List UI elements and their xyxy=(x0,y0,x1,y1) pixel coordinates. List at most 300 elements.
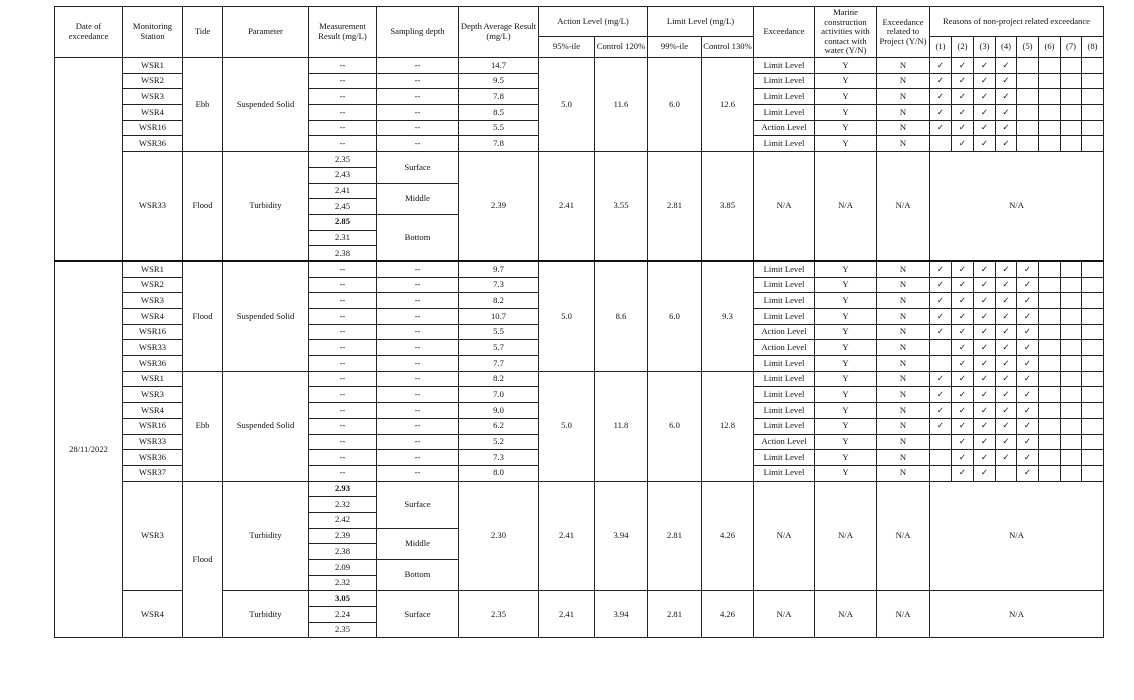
action-95-cell: 5.0 xyxy=(539,58,595,152)
action-control-cell: 11.6 xyxy=(595,58,648,152)
depth-average-cell: 10.7 xyxy=(459,309,539,325)
sampling-depth-cell: Surface xyxy=(377,152,459,183)
reasons-cell: N/A xyxy=(930,591,1104,638)
limit-control-cell: 12.8 xyxy=(702,371,754,481)
reason-8-cell xyxy=(1082,450,1104,466)
sampling-depth-cell: -- xyxy=(377,418,459,434)
reason-1-cell: ✓ xyxy=(930,387,952,403)
reason-1-cell xyxy=(930,450,952,466)
reason-8-cell xyxy=(1082,324,1104,340)
header-tide: Tide xyxy=(183,7,223,58)
related-to-project-cell: N/A xyxy=(877,152,930,262)
sampling-depth-cell: -- xyxy=(377,120,459,136)
reason-1-cell: ✓ xyxy=(930,309,952,325)
related-to-project-cell: N/A xyxy=(877,591,930,638)
reason-7-cell xyxy=(1061,356,1082,372)
marine-activity-cell: Y xyxy=(815,136,877,152)
reason-8-cell xyxy=(1082,309,1104,325)
action-control-cell: 3.94 xyxy=(595,481,648,591)
depth-average-cell: 5.2 xyxy=(459,434,539,450)
depth-average-cell: 8.0 xyxy=(459,465,539,481)
marine-activity-cell: Y xyxy=(815,465,877,481)
limit-control-cell: 3.85 xyxy=(702,152,754,262)
reason-5-cell: ✓ xyxy=(1017,387,1039,403)
sampling-depth-cell: -- xyxy=(377,434,459,450)
reason-3-cell: ✓ xyxy=(974,371,996,387)
header-reason-7: (7) xyxy=(1061,37,1082,58)
reason-5-cell xyxy=(1017,89,1039,105)
sampling-depth-cell: -- xyxy=(377,309,459,325)
station-cell: WSR33 xyxy=(123,152,183,262)
header-reason-4: (4) xyxy=(996,37,1017,58)
station-cell: WSR3 xyxy=(123,481,183,591)
reason-3-cell: ✓ xyxy=(974,58,996,74)
table-row xyxy=(55,152,1104,168)
exceedance-cell: Limit Level xyxy=(754,450,815,466)
related-to-project-cell: N xyxy=(877,136,930,152)
measurement-cell: -- xyxy=(309,434,377,450)
reason-8-cell xyxy=(1082,418,1104,434)
station-cell: WSR2 xyxy=(123,73,183,89)
reason-3-cell: ✓ xyxy=(974,277,996,293)
station-cell: WSR3 xyxy=(123,387,183,403)
depth-average-cell: 9.0 xyxy=(459,403,539,419)
limit-99-cell: 2.81 xyxy=(648,152,702,262)
exceedance-cell: Limit Level xyxy=(754,261,815,277)
related-to-project-cell: N xyxy=(877,356,930,372)
measurement-cell: 2.32 xyxy=(309,497,377,513)
measurement-cell: 3.05 xyxy=(309,591,377,607)
reason-7-cell xyxy=(1061,136,1082,152)
marine-activity-cell: Y xyxy=(815,309,877,325)
marine-activity-cell: Y xyxy=(815,450,877,466)
exceedance-cell: Action Level xyxy=(754,434,815,450)
reason-4-cell: ✓ xyxy=(996,356,1017,372)
depth-average-cell: 14.7 xyxy=(459,58,539,74)
sampling-depth-cell: -- xyxy=(377,293,459,309)
reason-5-cell: ✓ xyxy=(1017,450,1039,466)
limit-control-cell: 4.26 xyxy=(702,481,754,591)
reason-7-cell xyxy=(1061,105,1082,121)
exceedance-cell: Limit Level xyxy=(754,58,815,74)
reason-2-cell: ✓ xyxy=(952,309,974,325)
reason-6-cell xyxy=(1039,58,1061,74)
reason-7-cell xyxy=(1061,418,1082,434)
reason-6-cell xyxy=(1039,120,1061,136)
measurement-cell: 2.32 xyxy=(309,575,377,591)
reason-1-cell: ✓ xyxy=(930,418,952,434)
header-measurement: Measurement Result (mg/L) xyxy=(309,7,377,58)
station-cell: WSR1 xyxy=(123,58,183,74)
measurement-cell: -- xyxy=(309,309,377,325)
depth-average-cell: 5.5 xyxy=(459,324,539,340)
reason-2-cell: ✓ xyxy=(952,403,974,419)
reason-8-cell xyxy=(1082,387,1104,403)
reason-7-cell xyxy=(1061,403,1082,419)
reason-6-cell xyxy=(1039,340,1061,356)
measurement-cell: -- xyxy=(309,105,377,121)
reason-8-cell xyxy=(1082,434,1104,450)
depth-average-cell: 2.35 xyxy=(459,591,539,638)
marine-activity-cell: Y xyxy=(815,387,877,403)
measurement-cell: 2.93 xyxy=(309,481,377,497)
station-cell: WSR16 xyxy=(123,324,183,340)
station-cell: WSR4 xyxy=(123,105,183,121)
exceedance-cell: Limit Level xyxy=(754,418,815,434)
depth-average-cell: 9.5 xyxy=(459,73,539,89)
reason-4-cell: ✓ xyxy=(996,105,1017,121)
station-cell: WSR36 xyxy=(123,356,183,372)
reason-6-cell xyxy=(1039,105,1061,121)
measurement-cell: 2.38 xyxy=(309,544,377,560)
reason-3-cell: ✓ xyxy=(974,309,996,325)
action-control-cell: 11.8 xyxy=(595,371,648,481)
exceedance-cell: N/A xyxy=(754,591,815,638)
reason-2-cell: ✓ xyxy=(952,340,974,356)
marine-activity-cell: Y xyxy=(815,89,877,105)
sampling-depth-cell: -- xyxy=(377,403,459,419)
reason-8-cell xyxy=(1082,356,1104,372)
depth-average-cell: 2.39 xyxy=(459,152,539,262)
station-cell: WSR36 xyxy=(123,450,183,466)
action-control-cell: 3.55 xyxy=(595,152,648,262)
measurement-cell: 2.39 xyxy=(309,528,377,544)
date-cell xyxy=(55,58,123,262)
sampling-depth-cell: -- xyxy=(377,387,459,403)
marine-activity-cell: Y xyxy=(815,73,877,89)
exceedance-cell: Limit Level xyxy=(754,89,815,105)
measurement-cell: -- xyxy=(309,261,377,277)
reason-8-cell xyxy=(1082,120,1104,136)
related-to-project-cell: N xyxy=(877,450,930,466)
marine-activity-cell: Y xyxy=(815,403,877,419)
reason-8-cell xyxy=(1082,277,1104,293)
sampling-depth-cell: -- xyxy=(377,356,459,372)
measurement-cell: -- xyxy=(309,387,377,403)
marine-activity-cell: N/A xyxy=(815,152,877,262)
header-related-to-project: Exceedance related to Project (Y/N) xyxy=(877,7,930,58)
reason-1-cell xyxy=(930,356,952,372)
reason-7-cell xyxy=(1061,293,1082,309)
reason-7-cell xyxy=(1061,465,1082,481)
reason-6-cell xyxy=(1039,356,1061,372)
reason-7-cell xyxy=(1061,371,1082,387)
reason-4-cell: ✓ xyxy=(996,418,1017,434)
reason-3-cell: ✓ xyxy=(974,387,996,403)
reasons-cell: N/A xyxy=(930,481,1104,591)
reason-7-cell xyxy=(1061,450,1082,466)
exceedance-cell: Limit Level xyxy=(754,403,815,419)
depth-average-cell: 2.30 xyxy=(459,481,539,591)
header-reasons: Reasons of non-project related exceedance xyxy=(930,7,1104,37)
action-control-cell: 3.94 xyxy=(595,591,648,638)
tide-cell: Flood xyxy=(183,261,223,371)
reason-2-cell: ✓ xyxy=(952,465,974,481)
station-cell: WSR3 xyxy=(123,89,183,105)
exceedance-cell: Action Level xyxy=(754,120,815,136)
reason-4-cell: ✓ xyxy=(996,277,1017,293)
reason-1-cell xyxy=(930,340,952,356)
marine-activity-cell: Y xyxy=(815,371,877,387)
sampling-depth-cell: -- xyxy=(377,324,459,340)
tide-cell: Flood xyxy=(183,152,223,262)
reason-7-cell xyxy=(1061,89,1082,105)
reason-1-cell: ✓ xyxy=(930,105,952,121)
table-row xyxy=(55,371,1104,387)
exceedance-cell: Limit Level xyxy=(754,356,815,372)
reason-2-cell: ✓ xyxy=(952,418,974,434)
reason-1-cell xyxy=(930,434,952,450)
related-to-project-cell: N xyxy=(877,387,930,403)
reason-1-cell: ✓ xyxy=(930,261,952,277)
measurement-cell: -- xyxy=(309,324,377,340)
reason-7-cell xyxy=(1061,58,1082,74)
reason-8-cell xyxy=(1082,465,1104,481)
reason-8-cell xyxy=(1082,403,1104,419)
reason-4-cell: ✓ xyxy=(996,450,1017,466)
marine-activity-cell: Y xyxy=(815,434,877,450)
header-date: Date of exceedance xyxy=(55,7,123,58)
reason-2-cell: ✓ xyxy=(952,136,974,152)
reason-6-cell xyxy=(1039,324,1061,340)
reason-7-cell xyxy=(1061,277,1082,293)
reason-7-cell xyxy=(1061,309,1082,325)
related-to-project-cell: N xyxy=(877,293,930,309)
limit-control-cell: 12.6 xyxy=(702,58,754,152)
reason-6-cell xyxy=(1039,465,1061,481)
reason-1-cell: ✓ xyxy=(930,73,952,89)
header-sampling-depth: Sampling depth xyxy=(377,7,459,58)
related-to-project-cell: N xyxy=(877,340,930,356)
table-body xyxy=(55,58,1104,638)
reason-4-cell: ✓ xyxy=(996,340,1017,356)
reason-8-cell xyxy=(1082,371,1104,387)
reason-2-cell: ✓ xyxy=(952,434,974,450)
reason-1-cell: ✓ xyxy=(930,58,952,74)
station-cell: WSR16 xyxy=(123,120,183,136)
reason-6-cell xyxy=(1039,450,1061,466)
marine-activity-cell: Y xyxy=(815,293,877,309)
reason-8-cell xyxy=(1082,340,1104,356)
reason-5-cell: ✓ xyxy=(1017,261,1039,277)
limit-control-cell: 4.26 xyxy=(702,591,754,638)
reason-3-cell: ✓ xyxy=(974,403,996,419)
reason-1-cell: ✓ xyxy=(930,371,952,387)
reason-8-cell xyxy=(1082,261,1104,277)
reason-2-cell: ✓ xyxy=(952,371,974,387)
reason-4-cell: ✓ xyxy=(996,58,1017,74)
exceedance-cell: N/A xyxy=(754,152,815,262)
reason-4-cell: ✓ xyxy=(996,371,1017,387)
reason-1-cell xyxy=(930,136,952,152)
sampling-depth-cell: -- xyxy=(377,73,459,89)
table-row xyxy=(55,261,1104,277)
parameter-cell: Turbidity xyxy=(223,481,309,591)
reason-2-cell: ✓ xyxy=(952,387,974,403)
reason-4-cell: ✓ xyxy=(996,89,1017,105)
sampling-depth-cell: -- xyxy=(377,371,459,387)
measurement-cell: -- xyxy=(309,293,377,309)
reason-2-cell: ✓ xyxy=(952,89,974,105)
measurement-cell: -- xyxy=(309,136,377,152)
related-to-project-cell: N xyxy=(877,105,930,121)
station-cell: WSR36 xyxy=(123,136,183,152)
reason-3-cell: ✓ xyxy=(974,105,996,121)
header-action-control: Control 120% xyxy=(595,37,648,58)
reason-7-cell xyxy=(1061,340,1082,356)
parameter-cell: Turbidity xyxy=(223,152,309,262)
station-cell: WSR3 xyxy=(123,293,183,309)
measurement-cell: 2.38 xyxy=(309,246,377,262)
parameter-cell: Suspended Solid xyxy=(223,371,309,481)
related-to-project-cell: N/A xyxy=(877,481,930,591)
depth-average-cell: 6.2 xyxy=(459,418,539,434)
reason-5-cell: ✓ xyxy=(1017,418,1039,434)
reason-7-cell xyxy=(1061,261,1082,277)
reason-3-cell: ✓ xyxy=(974,136,996,152)
reason-4-cell: ✓ xyxy=(996,293,1017,309)
sampling-depth-cell: -- xyxy=(377,340,459,356)
reason-8-cell xyxy=(1082,73,1104,89)
station-cell: WSR37 xyxy=(123,465,183,481)
reason-4-cell: ✓ xyxy=(996,434,1017,450)
station-cell: WSR2 xyxy=(123,277,183,293)
reason-3-cell: ✓ xyxy=(974,356,996,372)
reason-4-cell: ✓ xyxy=(996,387,1017,403)
reason-2-cell: ✓ xyxy=(952,73,974,89)
measurement-cell: -- xyxy=(309,73,377,89)
related-to-project-cell: N xyxy=(877,309,930,325)
header-limit-level: Limit Level (mg/L) xyxy=(648,7,754,37)
depth-average-cell: 7.8 xyxy=(459,136,539,152)
sampling-depth-cell: -- xyxy=(377,89,459,105)
reason-2-cell: ✓ xyxy=(952,356,974,372)
reasons-cell: N/A xyxy=(930,152,1104,262)
exceedance-table-container xyxy=(54,6,1104,638)
reason-6-cell xyxy=(1039,261,1061,277)
measurement-cell: -- xyxy=(309,371,377,387)
reason-5-cell xyxy=(1017,73,1039,89)
reason-5-cell: ✓ xyxy=(1017,371,1039,387)
reason-5-cell: ✓ xyxy=(1017,340,1039,356)
reason-1-cell: ✓ xyxy=(930,324,952,340)
related-to-project-cell: N xyxy=(877,120,930,136)
table-row xyxy=(55,58,1104,74)
limit-99-cell: 2.81 xyxy=(648,481,702,591)
related-to-project-cell: N xyxy=(877,73,930,89)
tide-cell: Ebb xyxy=(183,371,223,481)
related-to-project-cell: N xyxy=(877,58,930,74)
reason-5-cell: ✓ xyxy=(1017,309,1039,325)
sampling-depth-cell: Middle xyxy=(377,183,459,214)
reason-3-cell: ✓ xyxy=(974,120,996,136)
measurement-cell: -- xyxy=(309,58,377,74)
reason-1-cell: ✓ xyxy=(930,277,952,293)
reason-5-cell xyxy=(1017,120,1039,136)
limit-99-cell: 6.0 xyxy=(648,58,702,152)
sampling-depth-cell: Middle xyxy=(377,528,459,559)
measurement-cell: 2.35 xyxy=(309,152,377,168)
reason-2-cell: ✓ xyxy=(952,58,974,74)
limit-control-cell: 9.3 xyxy=(702,261,754,371)
reason-4-cell: ✓ xyxy=(996,403,1017,419)
measurement-cell: 2.42 xyxy=(309,512,377,528)
measurement-cell: -- xyxy=(309,120,377,136)
reason-5-cell xyxy=(1017,58,1039,74)
reason-8-cell xyxy=(1082,89,1104,105)
reason-5-cell: ✓ xyxy=(1017,356,1039,372)
depth-average-cell: 8.2 xyxy=(459,293,539,309)
sampling-depth-cell: Bottom xyxy=(377,560,459,591)
measurement-cell: 2.41 xyxy=(309,183,377,199)
header-marine-activities: Marine construction activities with contact with water (Y/N) xyxy=(815,7,877,58)
measurement-cell: 2.24 xyxy=(309,607,377,623)
measurement-cell: -- xyxy=(309,418,377,434)
reason-6-cell xyxy=(1039,418,1061,434)
reason-3-cell: ✓ xyxy=(974,418,996,434)
measurement-cell: -- xyxy=(309,465,377,481)
reason-1-cell: ✓ xyxy=(930,120,952,136)
date-cell: 28/11/2022 xyxy=(55,261,123,638)
reason-2-cell: ✓ xyxy=(952,261,974,277)
measurement-cell: -- xyxy=(309,403,377,419)
depth-average-cell: 7.7 xyxy=(459,356,539,372)
reason-3-cell: ✓ xyxy=(974,73,996,89)
tide-cell: Flood xyxy=(183,481,223,638)
marine-activity-cell: N/A xyxy=(815,481,877,591)
action-control-cell: 8.6 xyxy=(595,261,648,371)
reason-3-cell: ✓ xyxy=(974,340,996,356)
reason-7-cell xyxy=(1061,387,1082,403)
header-reason-2: (2) xyxy=(952,37,974,58)
limit-99-cell: 2.81 xyxy=(648,591,702,638)
related-to-project-cell: N xyxy=(877,89,930,105)
reason-5-cell xyxy=(1017,136,1039,152)
action-95-cell: 2.41 xyxy=(539,481,595,591)
reason-3-cell: ✓ xyxy=(974,261,996,277)
reason-4-cell: ✓ xyxy=(996,120,1017,136)
parameter-cell: Suspended Solid xyxy=(223,261,309,371)
reason-7-cell xyxy=(1061,73,1082,89)
exceedance-cell: Limit Level xyxy=(754,136,815,152)
reason-8-cell xyxy=(1082,293,1104,309)
header-reason-6: (6) xyxy=(1039,37,1061,58)
header-reason-3: (3) xyxy=(974,37,996,58)
reason-6-cell xyxy=(1039,371,1061,387)
measurement-cell: 2.31 xyxy=(309,230,377,246)
station-cell: WSR33 xyxy=(123,340,183,356)
header-limit-99: 99%-ile xyxy=(648,37,702,58)
header-parameter: Parameter xyxy=(223,7,309,58)
reason-5-cell xyxy=(1017,105,1039,121)
measurement-cell: 2.45 xyxy=(309,199,377,215)
marine-activity-cell: Y xyxy=(815,105,877,121)
marine-activity-cell: Y xyxy=(815,418,877,434)
exceedance-cell: Limit Level xyxy=(754,105,815,121)
related-to-project-cell: N xyxy=(877,261,930,277)
measurement-cell: 2.85 xyxy=(309,214,377,230)
station-cell: WSR4 xyxy=(123,591,183,638)
reason-4-cell: ✓ xyxy=(996,136,1017,152)
header-station: Monitoring Station xyxy=(123,7,183,58)
reason-3-cell: ✓ xyxy=(974,450,996,466)
depth-average-cell: 8.2 xyxy=(459,371,539,387)
exceedance-cell: Limit Level xyxy=(754,277,815,293)
related-to-project-cell: N xyxy=(877,324,930,340)
sampling-depth-cell: -- xyxy=(377,136,459,152)
exceedance-cell: Limit Level xyxy=(754,371,815,387)
marine-activity-cell: Y xyxy=(815,340,877,356)
